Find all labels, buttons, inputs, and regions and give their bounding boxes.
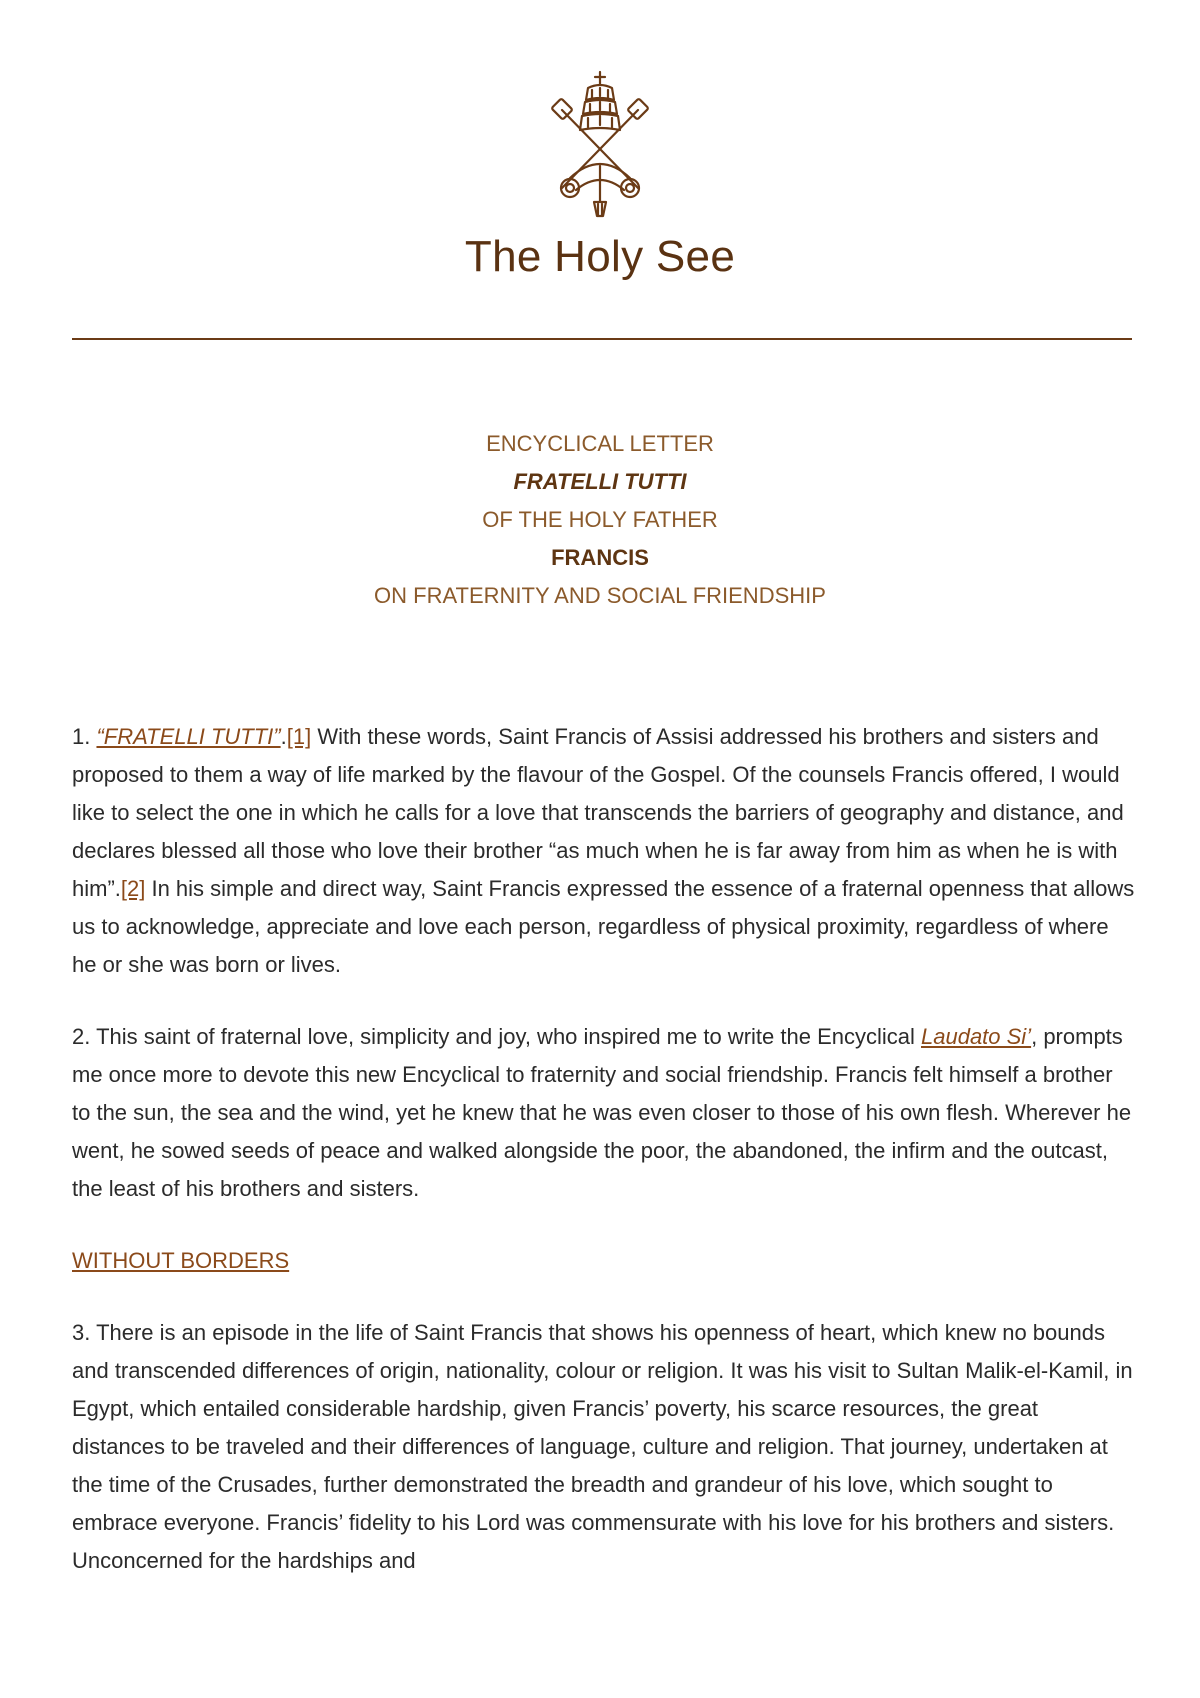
laudato-si-link[interactable]: Laudato Si’: [921, 1024, 1032, 1049]
paragraph-1: [72, 718, 1137, 984]
paragraph-text: 2. This saint of fraternal love, simplicity and joy, who inspired me to write the Encyclical: [72, 1024, 921, 1049]
heading-author-name: FRANCIS: [551, 545, 649, 570]
paragraph-text: 3. There is an episode in the life of Saint Francis that shows his openness of heart, which knew no bounds and transcended differences of origin, nationality, colour or religion. It was his visit to Sultan Malik-el-Kamil, in Egypt, which entailed considerable hardship, given Francis’ poverty, his scarce resources, the great distances to be traveled and their differences of language, culture and religion. That journey, undertaken at the time of the Crusades, further demonstrated the breadth and grandeur of his love, which sought to embrace everyone. Francis’ fidelity to his Lord was commensurate with his love for his brothers and sisters. Unconcerned for the hardships and: [72, 1320, 1133, 1573]
heading-document-type: ENCYCLICAL LETTER: [486, 431, 714, 456]
document-body: [72, 718, 1137, 1614]
paragraph-2: [72, 1018, 1137, 1208]
footnote-link-1[interactable]: [1]: [286, 724, 312, 749]
header-divider: [72, 338, 1132, 340]
paragraph-text: , prompts me once more to devote this new Encyclical to fraternity and social friendship. Francis felt himself a brother to the sun, the sea and the wind, yet he knew that he was even closer to those of his own flesh. Wherever he went, he sowed seeds of peace and walked alongside the poor, the abandoned, the infirm and the outcast, the least of his brothers and sisters.: [72, 1024, 1132, 1201]
heading-document-title: FRATELLI TUTTI: [513, 469, 687, 494]
section-heading-link[interactable]: WITHOUT BORDERS: [72, 1248, 290, 1273]
footnote-link-2[interactable]: [2]: [120, 876, 146, 901]
heading-subject: ON FRATERNITY AND SOCIAL FRIENDSHIP: [374, 583, 826, 608]
paragraph-text: With these words, Saint Francis of Assisi addressed his brothers and sisters and proposed to them a way of life marked by the flavour of the Gospel. Of the counsels Francis offered, I would like to select the one in which he calls for a love that transcends the barriers of geography and distance, and declares blessed all those who love their brother “as much when he is far away from him as when he is with him”.: [72, 724, 1124, 901]
punctuation: .: [280, 724, 287, 749]
papal-keys-tiara-emblem-icon: [540, 70, 660, 220]
heading-author-prefix: OF THE HOLY FATHER: [482, 507, 718, 532]
paragraph-3: [72, 1314, 1137, 1580]
title-link[interactable]: “FRATELLI TUTTI”: [96, 724, 281, 749]
document-heading: [0, 425, 1200, 615]
site-title[interactable]: The Holy See: [464, 232, 736, 281]
paragraph-text: In his simple and direct way, Saint Francis expressed the essence of a fraternal openness that allows us to acknowledge, appreciate and love each person, regardless of physical proximity, regardless of where he or she was born or lives.: [72, 876, 1135, 977]
paragraph-number: 1.: [72, 724, 97, 749]
